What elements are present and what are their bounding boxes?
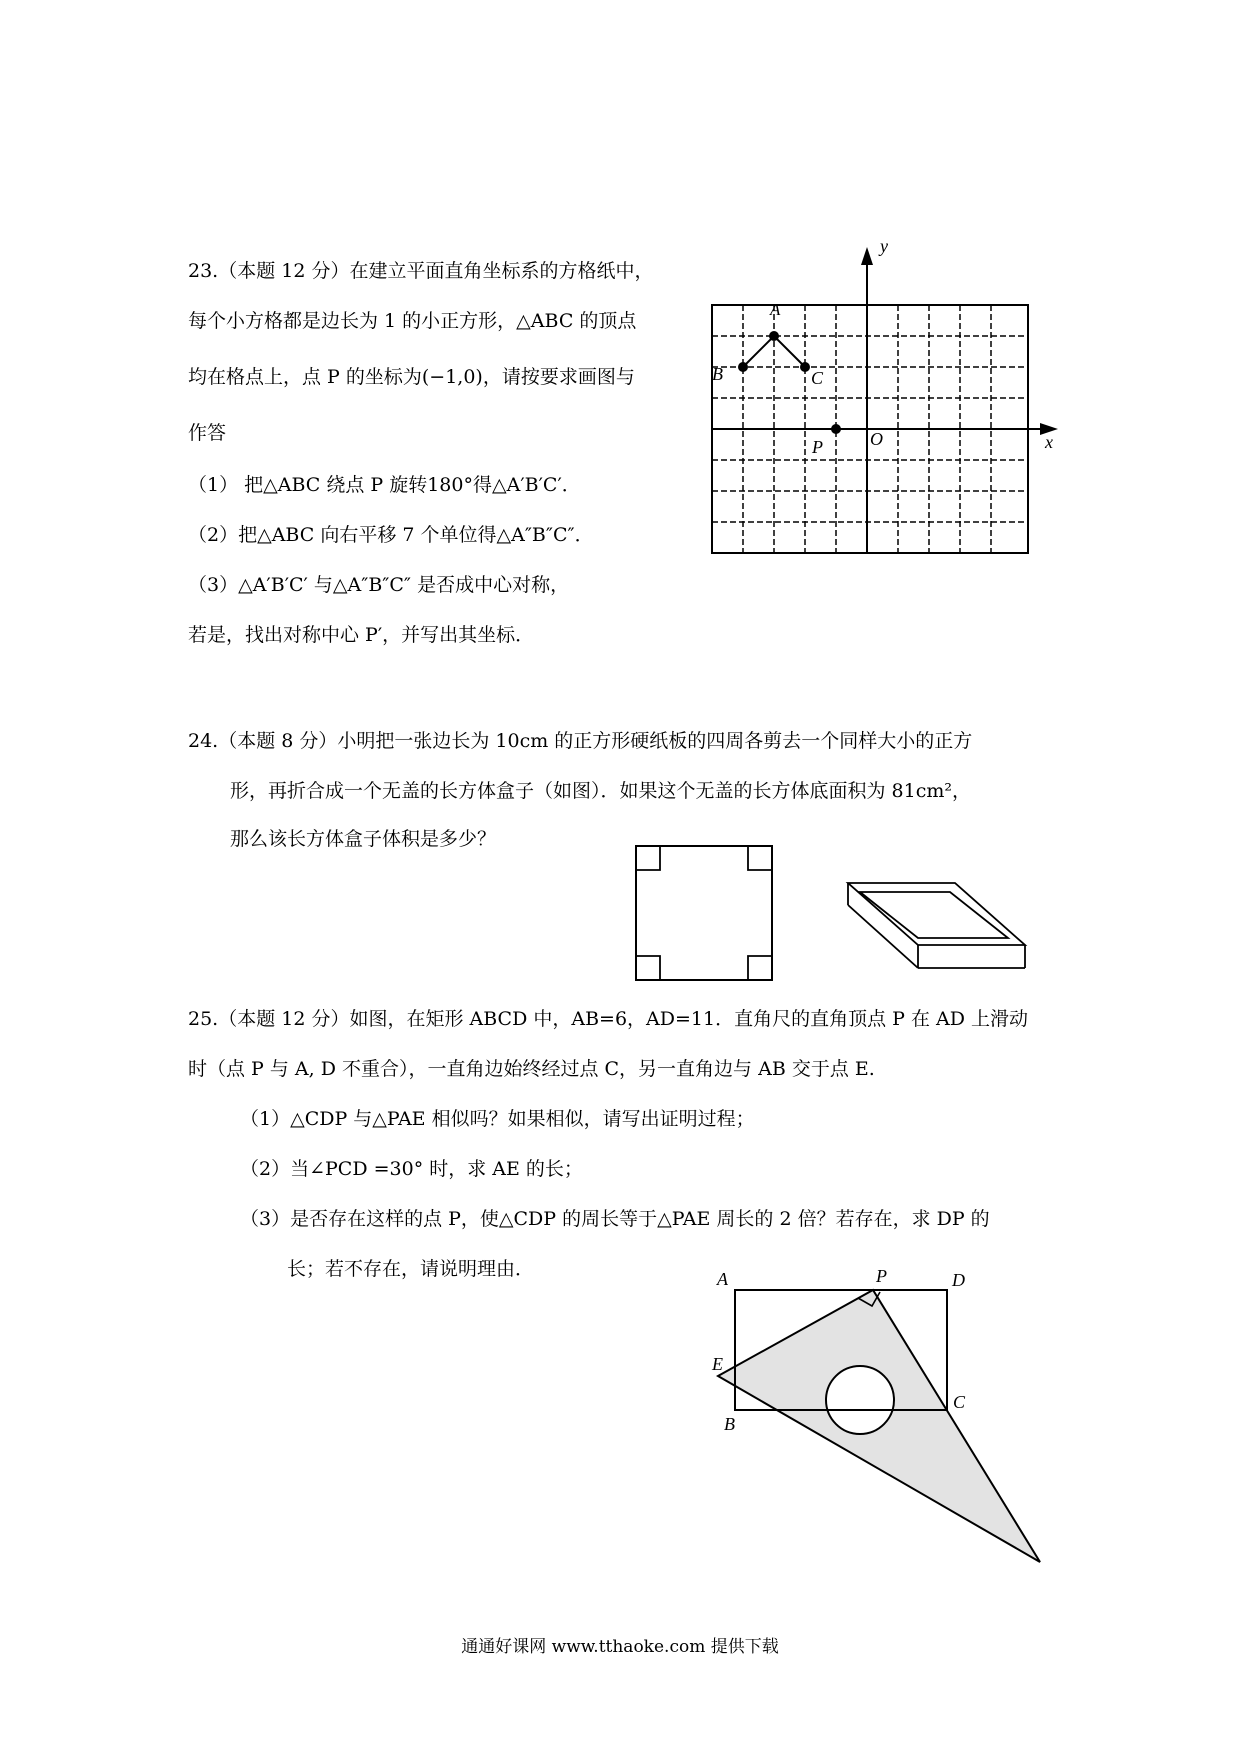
point-c [800, 362, 810, 372]
cut-cardboard-figure [630, 840, 780, 986]
label-c: C [811, 368, 824, 388]
q25-sub-3-cont: 长；若不存在，请说明理由． [287, 1258, 535, 1280]
point-p [831, 424, 841, 434]
open-box-figure [840, 880, 1040, 980]
label-p: P [876, 1266, 887, 1286]
q25-line-2: 时（点 P 与 A, D 不重合），一直角边始终经过点 C，另一直角边与 AB 交于点 E. [188, 1058, 875, 1080]
label-a: A [717, 1269, 728, 1289]
q23-line-2: 每个小方格都是边长为 1 的小正方形，△ABC 的顶点 [188, 310, 637, 332]
label-p: P [812, 437, 823, 457]
q24-line-1: 24.（本题 8 分）小明把一张边长为 10cm 的正方形硬纸板的四周各剪去一个同样大小的正方 [188, 730, 973, 752]
q23-sub-2: （2）把△ABC 向右平移 7 个单位得△A″B″C″． [188, 524, 594, 546]
coordinate-grid-figure [700, 230, 1070, 565]
point-b [738, 362, 748, 372]
q23-sub-3-cont: 若是，找出对称中心 P′，并写出其坐标． [188, 624, 535, 646]
q24-line-2: 形，再折合成一个无盖的长方体盒子（如图）．如果这个无盖的长方体底面积为 81cm²， [230, 780, 971, 802]
set-square-hole [826, 1366, 894, 1434]
q23-line-3: 均在格点上，点 P 的坐标为(−1,0)，请按要求画图与 [188, 366, 635, 388]
label-c: C [953, 1392, 966, 1412]
q23-line-4: 作答 [188, 422, 227, 444]
label-b: B [712, 364, 723, 384]
q25-sub-1: （1）△CDP 与△PAE 相似吗？如果相似，请写出证明过程； [240, 1108, 755, 1130]
label-d: D [952, 1270, 965, 1290]
label-x: x [1045, 432, 1053, 452]
q25-sub-3: （3）是否存在这样的点 P，使△CDP 的周长等于△PAE 周长的 2 倍？若存在，求 DP 的 [240, 1208, 990, 1230]
label-b: B [724, 1414, 735, 1434]
y-axis-arrow [861, 247, 873, 265]
axes [712, 255, 1050, 553]
label-o: O [870, 429, 883, 449]
point-a [769, 331, 779, 341]
q24-line-3: 那么该长方体盒子体积是多少？ [230, 828, 497, 850]
label-a: A [770, 300, 781, 319]
label-y: y [880, 236, 888, 256]
rectangle-setsquare-figure [700, 1255, 1060, 1575]
page-footer: 通通好课网 www.tthaoke.com 提供下载 [461, 1637, 779, 1657]
q23-sub-3: （3）△A′B′C′ 与△A″B″C″ 是否成中心对称， [188, 574, 570, 596]
q25-line-1: 25.（本题 12 分）如图，在矩形 ABCD 中，AB=6，AD=11．直角尺的直角顶点 P 在 AD 上滑动 [188, 1008, 1029, 1030]
q23-sub-1: （1） 把△ABC 绕点 P 旋转180°得△A′B′C′． [188, 474, 581, 496]
q25-sub-2: （2）当∠PCD =30° 时，求 AE 的长； [240, 1158, 583, 1180]
q23-line-1: 23.（本题 12 分）在建立平面直角坐标系的方格纸中， [188, 260, 654, 282]
label-e: E [712, 1354, 723, 1374]
